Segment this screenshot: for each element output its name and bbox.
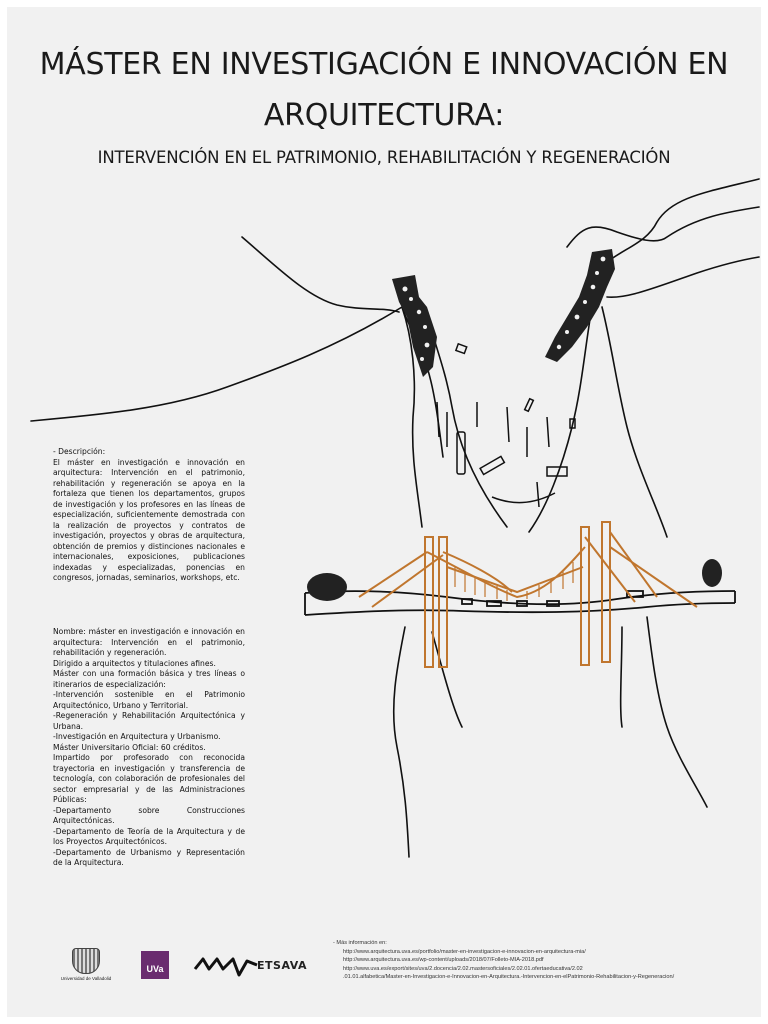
crest-label: Universidad de Valladolid <box>60 976 112 981</box>
description-heading: - Descripción: <box>53 447 106 456</box>
info-credits: Máster Universitario Oficial: 60 créditos. <box>53 742 206 752</box>
info-structure: Máster con una formación básica y tres líneas o itinerarios de especialización: <box>53 669 245 689</box>
uva-crest-logo <box>57 945 115 985</box>
description-block <box>53 447 245 584</box>
title-line-2: ARQUITECTURA: <box>263 98 505 133</box>
link-3-cont[interactable]: .01.01.alfabetica/Master-en-Investigacion-e-Innovacion-en-Arquitectura.-Intervencion-en-elPatrimonio-Rehabilitacion-y-Regeneracion/ <box>343 974 675 981</box>
uva-logo-text: UVa <box>146 964 164 974</box>
info-line-1: -Intervención sostenible en el Patrimonio Arquitectónico, Urbano y Territorial. <box>53 690 245 710</box>
rock-masses <box>392 249 615 377</box>
link-1[interactable]: http://www.arquitectura.uva.es/portfolio/master-en-investigacion-e-innovacion-en-arquitectura-mia/ <box>343 948 586 955</box>
link-3[interactable]: http://www.uva.es/export/sites/uva/2.docencia/2.02.mastersoficiales/2.02.01.ofertaeducativa/2.02 <box>343 965 583 972</box>
info-line-2: -Regeneración y Rehabilitación Arquitectónica y Urbana. <box>53 711 245 731</box>
logos-row <box>57 945 307 985</box>
link-2[interactable]: http://www.arquitectura.uva.es/wp-content/uploads/2018/07/Folleto-MIA-2018.pdf <box>343 957 544 964</box>
more-info-links <box>333 939 674 982</box>
info-department-3: -Departamento de Urbanismo y Representación de la Arquitectura. <box>53 847 245 867</box>
etsava-mark-icon <box>193 953 259 979</box>
info-department-1: -Departamento sobre Construcciones Arquitectónicas. <box>53 805 245 825</box>
info-faculty: Impartido por profesorado con reconocida trayectoria en investigación y transferencia de tecnología, con colaboración de profesionales del sector empresarial y de las Administraciones Públicas: <box>53 753 245 804</box>
subtitle: INTERVENCIÓN EN EL PATRIMONIO, REHABILITACIÓN Y REGENERACIÓN <box>97 148 671 167</box>
poster <box>7 7 761 1017</box>
title-line-1: MÁSTER EN INVESTIGACIÓN E INNOVACIÓN EN <box>39 47 729 82</box>
description-body: El máster en investigación e innovación en arquitectura: Intervención en el patrimonio, rehabilitación y regeneración se apoya en la fortaleza que tienen los departamentos, grupos de investigación y los profesores en las líneas de especialización, suficientemente demostrada con la realización de proyectos y contratos de investigación, proyectos y obras de arquitectura, obtención de premios y distinciones nacionales e internacionales, exposiciones, publicaciones indexadas y especializadas, ponencias en congresos, jornadas, seminarios, workshops, etc. <box>53 457 245 582</box>
etsava-text: ETSAVA <box>257 959 307 972</box>
bridge-deck <box>305 591 735 615</box>
links-heading: - Más información en: <box>333 940 387 946</box>
info-line-3: -Investigación en Arquitectura y Urbanismo. <box>53 732 221 741</box>
uva-logo <box>141 951 169 979</box>
info-department-2: -Departamento de Teoría de la Arquitectura y de los Proyectos Arquitectónicos. <box>53 826 245 846</box>
info-name: Nombre: máster en investigación e innovación en arquitectura: Intervención en el patrimonio, rehabilitación y regeneración. <box>53 627 245 657</box>
crest-icon <box>72 948 100 974</box>
info-block <box>53 627 245 869</box>
info-audience: Dirigido a arquitectos y titulaciones afines. <box>53 658 216 668</box>
etsava-logo <box>193 953 307 979</box>
